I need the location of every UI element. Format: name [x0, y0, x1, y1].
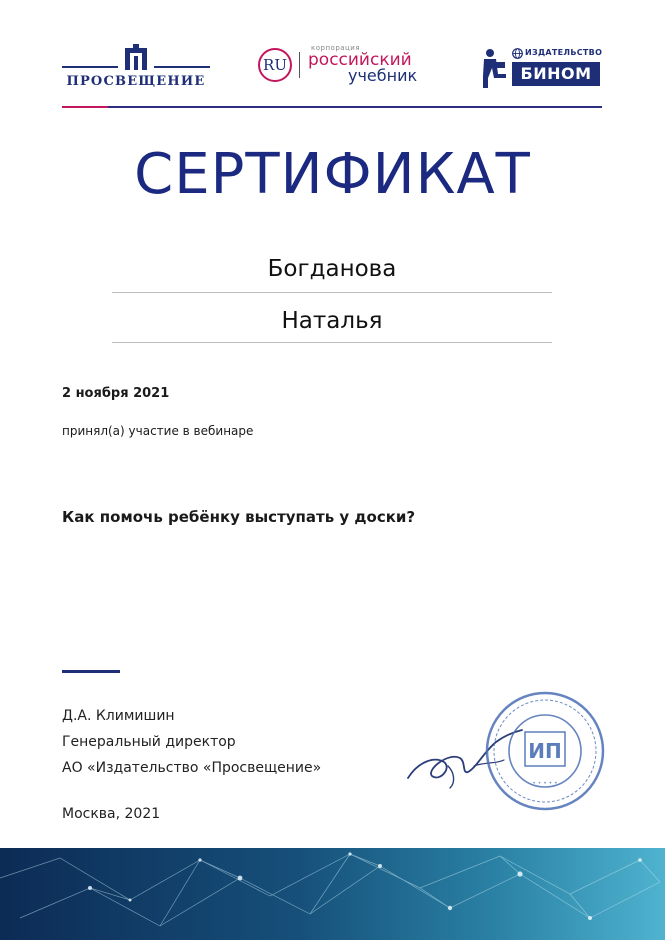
company-seal: [484, 690, 606, 812]
logo-separator: [299, 52, 300, 78]
signatory-accent-bar: [62, 670, 120, 673]
footer-network-banner: [0, 848, 665, 940]
logo-prosveshchenie-text: ПРОСВЕЩЕНИЕ: [66, 74, 206, 89]
prosveshchenie-rule-right: [154, 66, 210, 68]
reading-figure-icon: [478, 48, 508, 90]
logo-ru-corp-label: корпорация: [311, 44, 361, 52]
logo-ru-line1: российский: [308, 50, 412, 70]
recipient-surname: Богданова: [267, 256, 397, 282]
logo-binom: [478, 46, 606, 90]
logo-binom-publisher-label: ИЗДАТЕЛЬСТВО: [525, 48, 603, 57]
first-name-underline: [112, 342, 552, 343]
participation-text: принял(а) участие в вебинаре: [62, 424, 254, 438]
certificate-title: СЕРТИФИКАТ: [134, 142, 531, 207]
logo-binom-name: БИНОМ: [512, 62, 600, 86]
webinar-title: Как помочь ребёнку выступать у доски?: [62, 508, 416, 526]
logo-prosveshchenie: [62, 44, 210, 94]
signatory-name: Д.А. Климишин: [62, 708, 175, 724]
globe-icon: [512, 48, 523, 59]
signatory-organization: АО «Издательство «Просвещение»: [62, 760, 322, 776]
signatory-position: Генеральный директор: [62, 734, 236, 750]
prosveshchenie-emblem-icon: [123, 44, 149, 72]
logo-ru-line2: учебник: [348, 66, 418, 85]
svg-text:• • • • •: • • • • •: [532, 780, 558, 787]
prosveshchenie-rule-left: [62, 66, 118, 68]
header-divider-accent: [62, 106, 108, 108]
city-year: Москва, 2021: [62, 806, 161, 822]
recipient-first-name: Наталья: [281, 308, 383, 334]
event-date: 2 ноября 2021: [62, 386, 170, 401]
header-divider: [62, 106, 602, 108]
logo-rossiyskiy-uchebnik: [258, 44, 438, 92]
seal-monogram: ИП: [528, 739, 562, 763]
surname-underline: [112, 292, 552, 293]
ru-monogram-icon: RU: [258, 48, 292, 82]
